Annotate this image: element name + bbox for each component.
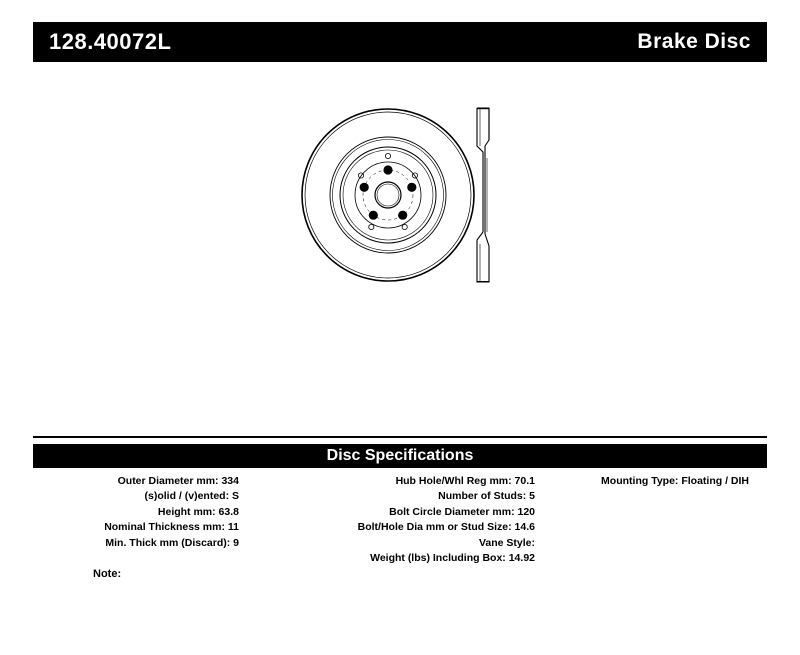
spec-columns (33, 474, 767, 566)
spec-item: Min. Thick mm (Discard): 9 (105, 536, 239, 549)
rotor-edge-view (463, 100, 523, 295)
spec-item: (s)olid / (v)ented: S (144, 490, 239, 503)
spec-title: Disc Specifications (33, 444, 767, 468)
spec-item: Outer Diameter mm: 334 (117, 475, 239, 487)
header-bar (33, 22, 767, 62)
spec-column-middle (245, 474, 545, 566)
rotor-face-view (298, 105, 478, 290)
spec-item: Mounting Type: Floating / DIH (601, 475, 749, 487)
spec-item: Nominal Thickness mm: 11 (104, 521, 239, 534)
spec-item: Height mm: 63.8 (157, 505, 239, 518)
spec-column-right (545, 474, 767, 489)
note-label: Note: (93, 568, 122, 580)
spec-item: Bolt Circle Diameter mm: 120 (389, 505, 535, 518)
spec-item: Hub Hole/Whl Reg mm: 70.1 (395, 475, 535, 487)
product-drawing (33, 70, 767, 420)
spec-divider (33, 436, 767, 438)
spec-item: Vane Style: (478, 536, 535, 549)
spec-item: Number of Studs: 5 (438, 490, 535, 503)
spec-item: Bolt/Hole Dia mm or Stud Size: 14.6 (357, 521, 535, 534)
spec-column-left (33, 474, 245, 551)
product-type-label: Brake Disc (637, 30, 751, 53)
spec-item: Weight (lbs) Including Box: 14.92 (370, 552, 535, 565)
part-number: 128.40072L (49, 29, 172, 54)
